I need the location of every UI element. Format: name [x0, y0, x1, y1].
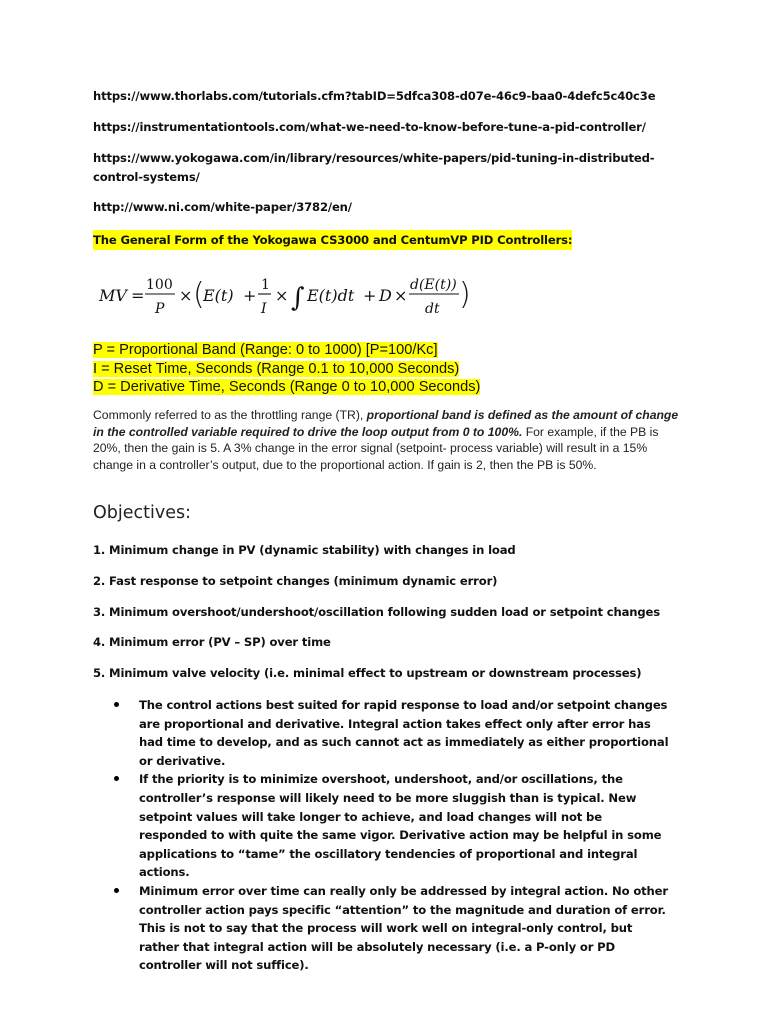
formula-den-p: P [155, 301, 165, 317]
formula-paren-close: ) [459, 277, 471, 312]
paragraph-definition: proportional band is defined as the amount of change in the controlled variable required to drive the loop output from 0 to 100%. [93, 408, 679, 439]
objective-item: 3. Minimum overshoot/undershoot/oscillation following sudden load or setpoint changes [93, 605, 660, 619]
objectives-heading: Objectives: [93, 503, 191, 523]
formula-times-2: × [275, 286, 289, 305]
param-proportional-band: P = Proportional Band (Range: 0 to 1000) [P=100/Kc] [93, 342, 438, 358]
formula-den-i: I [261, 301, 267, 317]
formula-plus-2: + [363, 286, 377, 305]
list-item: If the priority is to minimize overshoot, undershoot, and/or oscillations, the controller’s response will likely need to be more sluggish than is typical. New setpoint values will take longer to achieve, and load changes will not be responded to with quite the same vigor. Derivative action may be helpful in some applications to “tame” the oscillatory tendencies of proportional and integral actions. [112, 770, 672, 882]
paragraph-intro: Commonly referred to as the throttling range (TR), [93, 408, 367, 422]
formula-e-t: E(t) [203, 286, 234, 305]
formula-den-dt: dt [425, 301, 440, 317]
proportional-band-paragraph [93, 407, 683, 473]
objective-item: 2. Fast response to setpoint changes (minimum dynamic error) [93, 574, 498, 588]
formula-times-1: × [179, 286, 193, 305]
param-reset-time: I = Reset Time, Seconds (Range 0.1 to 10,000 Seconds) [93, 360, 460, 377]
formula-num-100: 100 [146, 277, 173, 293]
formula-plus-1: + [243, 286, 257, 305]
section-heading-pid-form: The General Form of the Yokogawa CS3000 and CentumVP PID Controllers: [93, 230, 572, 250]
formula-mv: MV [99, 286, 127, 305]
param-derivative-time: D = Derivative Time, Seconds (Range 0 to 10,000 Seconds) [93, 379, 481, 396]
pid-parameters [93, 341, 480, 397]
formula-times-3: × [394, 286, 408, 305]
formula-integral: ∫ [291, 283, 305, 313]
reference-link-ni[interactable]: http://www.ni.com/white-paper/3782/en/ [93, 200, 352, 214]
reference-link-yokogawa[interactable]: https://www.yokogawa.com/in/library/resources/white-papers/pid-tuning-in-distributed-control-systems/ [93, 151, 655, 184]
formula-d: D [379, 286, 392, 305]
formula-paren-open: ( [193, 277, 205, 312]
list-item: The control actions best suited for rapid response to load and/or setpoint changes are proportional and derivative. Integral action takes effect only after error has had time to develop, and as such cannot act as immediately as either proportional or derivative. [112, 696, 672, 770]
formula-e-t-dt: E(t)dt [307, 286, 355, 305]
reference-link-thorlabs[interactable]: https://www.thorlabs.com/tutorials.cfm?tabID=5dfca308-d07e-46c9-baa0-4defc5c40c3e [93, 89, 656, 103]
objective-item: 5. Minimum valve velocity (i.e. minimal effect to upstream or downstream processes) [93, 666, 642, 680]
reference-link-instrumentationtools[interactable]: https://instrumentationtools.com/what-we-need-to-know-before-tune-a-pid-controller/ [93, 120, 646, 134]
pid-formula [93, 268, 473, 324]
paragraph-example: For example, if the PB is 20%, then the gain is 5. A 3% change in the error signal (setpoint- process variable) will result in a 15% change in a controller’s output, due to the proportional action. If gain is 2, then the PB is 50%. [93, 424, 659, 472]
formula-num-d: d(E(t)) [410, 277, 457, 293]
objective-item: 1. Minimum change in PV (dynamic stability) with changes in load [93, 543, 516, 557]
formula-equals: = [131, 286, 145, 305]
objective-item: 4. Minimum error (PV – SP) over time [93, 635, 331, 649]
objectives-notes-list [112, 696, 672, 975]
list-item: Minimum error over time can really only be addressed by integral action. No other controller action pays specific “attention” to the magnitude and duration of error. This is not to say that the process will work well on integral-only control, but rather that integral action will be absolutely necessary (i.e. a P-only or PD controller will not suffice). [112, 882, 672, 975]
formula-num-1: 1 [261, 277, 270, 293]
